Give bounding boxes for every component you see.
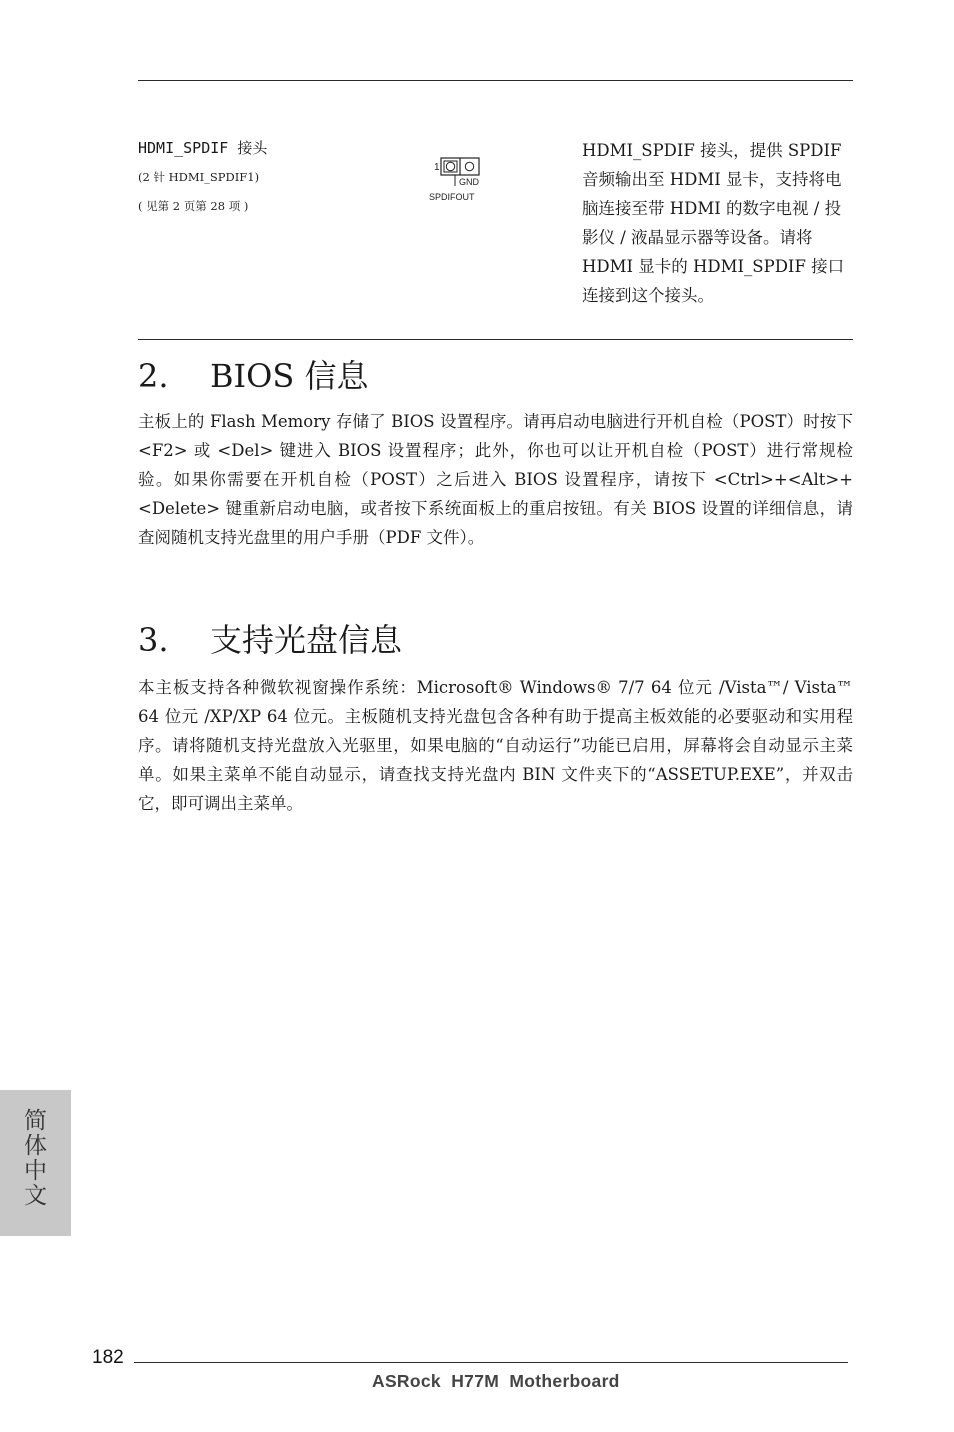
section-divider bbox=[138, 339, 853, 340]
connector-info bbox=[138, 138, 408, 213]
spdifout-label: SPDIFOUT bbox=[429, 192, 475, 202]
spdif-header-diagram bbox=[428, 156, 488, 204]
connector-reference: ( 见第 2 页第 28 项 ) bbox=[138, 199, 249, 213]
section-heading: 支持光盘信息 bbox=[210, 621, 403, 659]
connector-name: HDMI_SPDIF 接头 bbox=[138, 139, 268, 157]
language-tab-label: 简体中文 bbox=[20, 1108, 46, 1208]
top-divider bbox=[138, 80, 853, 81]
connector-description: HDMI_SPDIF 接头，提供 SPDIF 音频输出至 HDMI 显卡，支持将电脑连接至带 HDMI 的数字电视 / 投影仪 / 液晶显示器等设备。请将 HDMI 显卡的 HDMI_SPDIF 接口连接到这个接头。 bbox=[582, 141, 845, 305]
footer-divider bbox=[134, 1362, 848, 1363]
bios-section-title bbox=[138, 356, 369, 396]
pin-2 bbox=[465, 162, 473, 170]
footer-model-name: ASRock H77M Motherboard bbox=[372, 1371, 620, 1391]
connector-pins: (2 针 HDMI_SPDIF1) bbox=[138, 170, 260, 184]
page-number: 182 bbox=[92, 1347, 124, 1368]
pin-one-label: 1 bbox=[434, 162, 440, 173]
section-number: 2. bbox=[138, 357, 169, 395]
section-number: 3. bbox=[138, 621, 169, 659]
support-cd-section-body: 本主板支持各种微软视窗操作系统：Microsoft® Windows® 7/7 64 位元 /Vista™/ Vista™ 64 位元 /XP/XP 64 位元。主板随机支持光盘包含各种有助于提高主板效能的必要驱动和实用程序。请将随机支持光盘放入光驱里，如果电脑的“自动运行”功能已启用，屏幕将会自动显示主菜单。如果主菜单不能自动显示，请查找支持光盘内 BIN 文件夹下的“ASSETUP.EXE”，并双击它，即可调出主菜单。 bbox=[138, 678, 853, 813]
bios-section-body: 主板上的 Flash Memory 存储了 BIOS 设置程序。请再启动电脑进行开机自检（POST）时按下 <F2> 或 <Del> 键进入 BIOS 设置程序；此外，你也可以让开机自检（POST）进行常规检验。如果你需要在开机自检（POST）之后进入 BIOS 设置程序，请按下 <Ctrl>+<Alt>+<Delete> 键重新启动电脑，或者按下系统面板上的重启按钮。有关 BIOS 设置的详细信息，请查阅随机支持光盘里的用户手册（PDF 文件）。 bbox=[138, 412, 853, 547]
language-tab bbox=[0, 1090, 71, 1236]
section-heading: BIOS 信息 bbox=[210, 357, 369, 395]
gnd-label: GND bbox=[459, 177, 479, 187]
pin-1 bbox=[446, 162, 454, 170]
support-cd-section-title bbox=[138, 620, 402, 660]
